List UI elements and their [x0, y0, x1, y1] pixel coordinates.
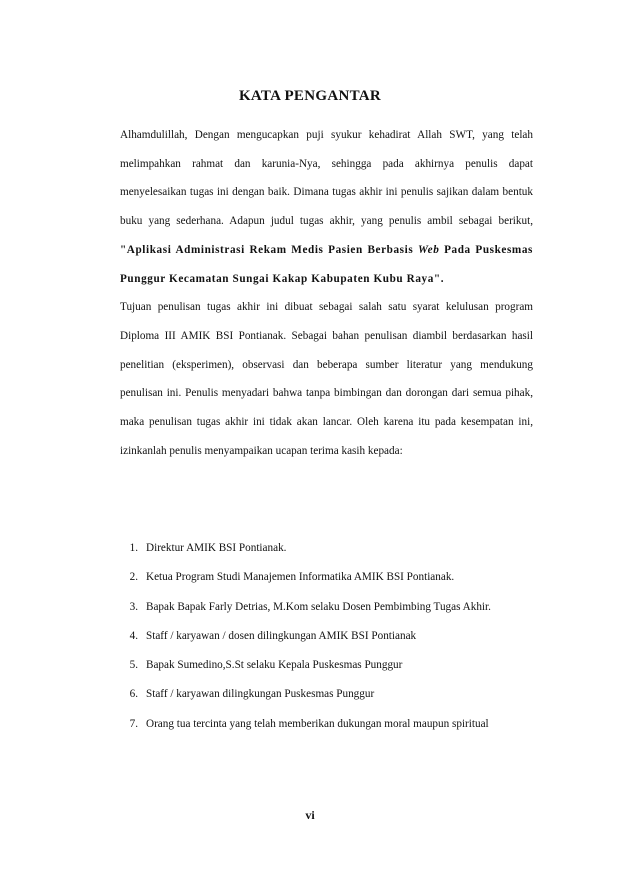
list-item-number: 5.	[129, 659, 138, 672]
list-item-text: Staff / karyawan dilingkungan Puskesmas Punggur	[146, 688, 375, 701]
list-item-text: Orang tua tercinta yang telah memberikan dukungan moral maupun spiritual	[146, 717, 489, 730]
list-item	[120, 593, 540, 622]
list-item-text: Staff / karyawan / dosen dilingkungan AMIK BSI Pontianak	[146, 629, 417, 642]
list-item	[120, 534, 540, 563]
page-title: KATA PENGANTAR	[238, 88, 382, 104]
list-item	[120, 622, 540, 651]
document-body	[120, 121, 533, 465]
list-item-text: Direktur AMIK BSI Pontianak.	[146, 542, 287, 554]
application-title-web: Web	[417, 243, 440, 256]
page-number: vi	[305, 808, 315, 822]
application-title-part2: Pada Puskesmas Punggur Kecamatan Sungai Kakap Kabupaten Kubu Raya".	[120, 243, 533, 285]
list-item-number: 4.	[129, 629, 138, 642]
paragraph-purpose: Tujuan penulisan tugas akhir ini dibuat sebagai salah satu syarat kelulusan program Diploma III AMIK BSI Pontianak. Sebagai bahan penulisan diambil berdasarkan hasil penelitian (eksperimen), observasi dan beberapa sumber literatur yang mendukung penulisan ini. Penulis menyadari bahwa tanpa bimbingan dan dorongan dari semua pihak, maka penulisan tugas akhir ini tidak akan lancar. Oleh karena itu pada kesempatan ini, izinkanlah penulis menyampaikan ucapan terima kasih kepada:	[120, 301, 533, 457]
list-item-text: Bapak Sumedino,S.St selaku Kepala Puskesmas Punggur	[146, 659, 403, 672]
application-title	[120, 244, 533, 285]
list-item-number: 2.	[129, 571, 138, 584]
list-item	[120, 710, 540, 739]
list-item-text: Bapak Bapak Farly Detrias, M.Kom selaku Dosen Pembimbing Tugas Akhir.	[146, 600, 491, 613]
list-item-number: 1.	[129, 542, 138, 554]
list-item	[120, 680, 540, 709]
paragraph-intro	[120, 121, 533, 293]
paragraph-intro-text: Alhamdulillah, Dengan mengucapkan puji syukur kehadirat Allah SWT, yang telah melimpahkan rahmat dan karunia-Nya, sehingga pada akhirnya penulis dapat menyelesaikan tugas ini dengan baik. Dimana tugas akhir ini penulis sajikan dalam bentuk buku yang sederhana. Adapun judul tugas akhir, yang penulis ambil sebagai berikut,	[120, 129, 533, 228]
list-item-number: 3.	[129, 600, 138, 613]
acknowledgement-list	[120, 534, 540, 739]
list-item	[120, 563, 540, 592]
list-item	[120, 651, 540, 680]
list-item-number: 7.	[129, 717, 138, 730]
list-item-text: Ketua Program Studi Manajemen Informatika AMIK BSI Pontianak.	[146, 571, 455, 584]
list-item-number: 6.	[129, 688, 138, 701]
application-title-part1: "Aplikasi Administrasi Rekam Medis Pasien Berbasis	[120, 243, 418, 256]
